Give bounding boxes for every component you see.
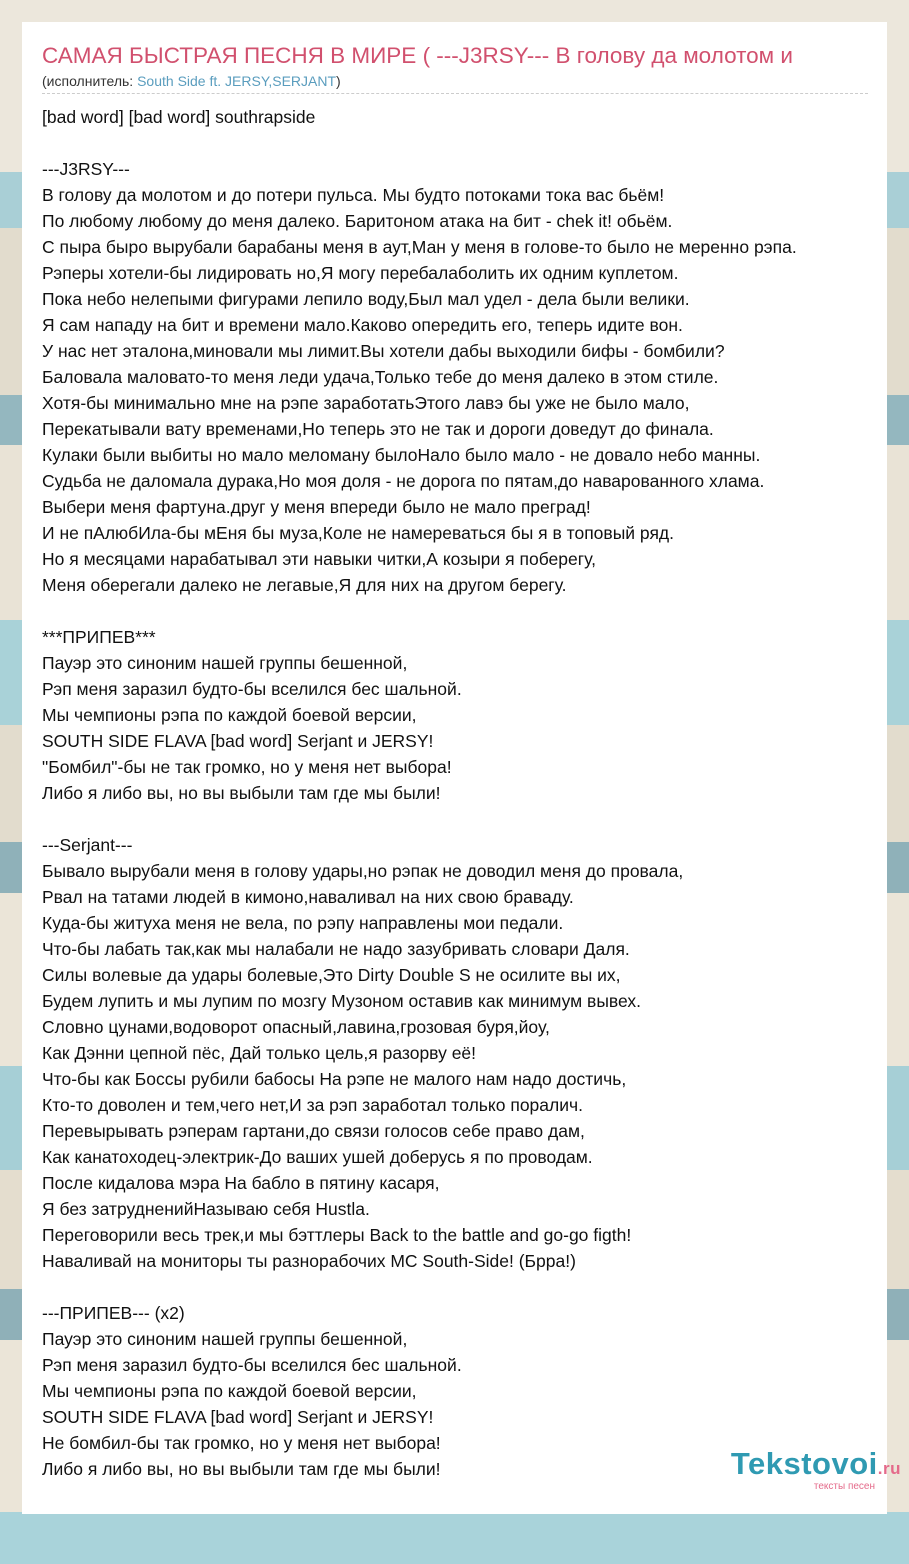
lyric-line: Хотя-бы минимально мне на рэпе заработатьЭтого лавэ бы уже не было мало, [42,393,690,413]
lyric-line: Я без затрудненийНазываю себя Hustla. [42,1199,370,1219]
lyric-line: "Бомбил"-бы не так громко, но у меня нет выбора! [42,757,452,777]
lyric-line: Баловала маловато-то меня леди удача,Только тебе до меня далеко в этом стиле. [42,367,719,387]
lyric-line: Меня оберегали далеко не легавые,Я для них на другом берегу. [42,575,567,595]
lyric-line: По любому любому до меня далеко. Баритоном атака на бит - chek it! обьём. [42,211,673,231]
lyric-spacer [42,598,887,624]
lyric-spacer [42,1274,887,1300]
lyric-line: У нас нет эталона,миновали мы лимит.Вы хотели дабы выходили бифы - бомбили? [42,341,725,361]
logo-tagline: тексты песен [813,1481,875,1492]
lyric-line: Словно цунами,водоворот опасный,лавина,грозовая буря,йоу, [42,1017,550,1037]
lyric-line: Пауэр это синоним нашей группы бешенной, [42,653,408,673]
lyric-spacer [42,130,887,156]
lyric-line: Судьба не даломала дурака,Но моя доля - не дорога по пятам,до наварованного хлама. [42,471,765,491]
lyric-line: ***ПРИПЕВ*** [42,627,156,647]
lyric-spacer [42,806,887,832]
lyric-line: Либо я либо вы, но вы выбыли там где мы были! [42,783,441,803]
lyric-line: ---ПРИПЕВ--- (x2) [42,1303,185,1323]
lyric-line: Рвал на татами людей в кимоно,наваливал на них свою браваду. [42,887,574,907]
lyric-line: Выбери меня фартуна.друг у меня впереди было не мало преград! [42,497,591,517]
lyric-line: Мы чемпионы рэпа по каждой боевой версии, [42,705,417,725]
logo-name: Tekstovoi [730,1446,878,1481]
artist-suffix: ) [336,73,341,89]
lyric-line: Кто-то доволен и тем,чего нет,И за рэп заработал только поралич. [42,1095,583,1115]
lyric-line: Перекатывали вату временами,Но теперь это не так и дороги доведут до финала. [42,419,714,439]
lyric-line: Как канатоходец-электрик-До ваших ушей доберусь я по проводам. [42,1147,593,1167]
lyric-line: Что-бы лабать так,как мы налабали не надо зазубривать словари Даля. [42,939,630,959]
lyric-line: Что-бы как Боссы рубили бабосы На рэпе не малого нам надо достичь, [42,1069,627,1089]
lyric-line: Наваливай на мониторы ты разнорабочих MC South-Side! (Брра!) [42,1251,576,1271]
lyric-line: Я сам нападу на бит и времени мало.Каково опередить его, теперь идите вон. [42,315,683,335]
lyric-line: Мы чемпионы рэпа по каждой боевой версии, [42,1381,417,1401]
lyrics-card [22,22,887,1514]
lyric-line: И не пАлюбИла-бы мЕня бы муза,Коле не намереваться бы я в топовый ряд. [42,523,675,543]
lyric-line: После кидалова мэра На бабло в пятину касаря, [42,1173,440,1193]
song-title: САМАЯ БЫСТРАЯ ПЕСНЯ В МИРЕ ( ---J3RSY--- В голову да молотом и [42,43,793,68]
lyric-line: Рэп меня заразил будто-бы вселился бес шальной. [42,679,462,699]
lyric-line: Перевырывать рэперам гартани,до связи голосов себе право дам, [42,1121,585,1141]
lyric-line: Силы волевые да удары болевые,Это Dirty Double S не осилите вы их, [42,965,621,985]
lyric-line: Кулаки были выбиты но мало меломану былоНало было мало - не довало небо манны. [42,445,761,465]
lyric-line: SOUTH SIDE FLAVA [bad word] Serjant и JERSY! [42,731,434,751]
lyrics-body [42,104,887,1482]
lyric-line: ---Serjant--- [42,835,133,855]
lyric-line: Переговорили весь трек,и мы бэттлеры Back to the battle and go-go figth! [42,1225,632,1245]
lyric-line: SOUTH SIDE FLAVA [bad word] Serjant и JERSY! [42,1407,434,1427]
lyric-line: В голову да молотом и до потери пульса. Мы будто потоками тока вас бьём! [42,185,665,205]
lyric-line: Не бомбил-бы так громко, но у меня нет выбора! [42,1433,441,1453]
artist-line [42,72,868,94]
lyric-line: С пыра быро вырубали барабаны меня в аут,Ман у меня в голове-то было не меренно рэпа. [42,237,797,257]
lyric-line: Куда-бы житуха меня не вела, по рэпу направлены мои педали. [42,913,564,933]
lyric-line: Либо я либо вы, но вы выбыли там где мы были! [42,1459,441,1479]
lyric-line: Как Дэнни цепной пёс, Дай только цель,я разорву её! [42,1043,477,1063]
lyric-line: Бывало вырубали меня в голову удары,но рэпак не доводил меня до провала, [42,861,684,881]
lyric-line: [bad word] [bad word] southrapside [42,107,316,127]
lyric-line: Рэп меня заразил будто-бы вселился бес шальной. [42,1355,462,1375]
lyric-line: Но я месяцами нарабатывал эти навыки читки,А козыри я поберегу, [42,549,596,569]
artist-prefix: (исполнитель: [42,73,138,89]
logo-suffix: .ru [877,1459,901,1478]
lyric-line: Будем лупить и мы лупим по мозгу Музоном оставив как минимум вывех. [42,991,641,1011]
site-logo[interactable] [731,1448,901,1492]
lyric-line: Рэперы хотели-бы лидировать но,Я могу перебалаболить их одним куплетом. [42,263,679,283]
lyric-line: Пока небо нелепыми фигурами лепило воду,Был мал удел - дела были велики. [42,289,690,309]
artist-link[interactable]: South Side ft. JERSY,SERJANT [137,73,337,89]
lyric-line: ---J3RSY--- [42,159,130,179]
lyric-line: Пауэр это синоним нашей группы бешенной, [42,1329,408,1349]
